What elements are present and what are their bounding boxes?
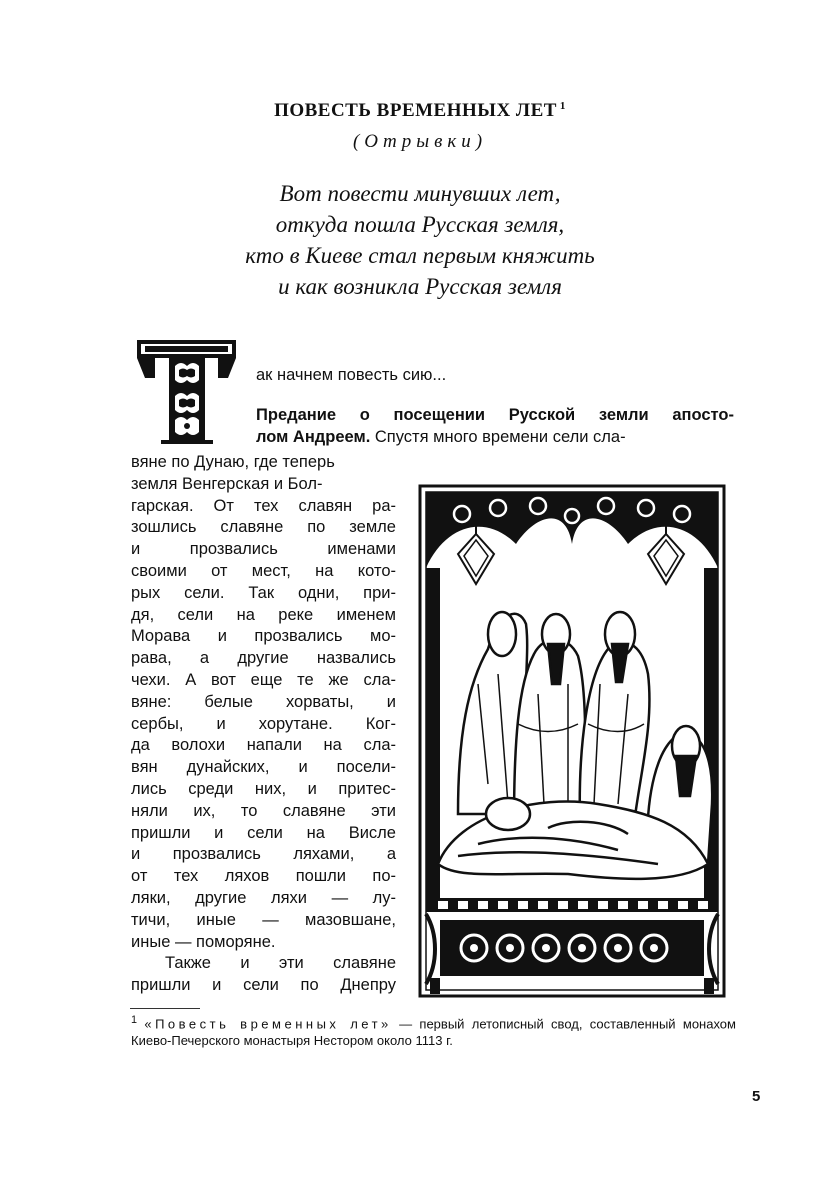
ornamental-dropcap-t bbox=[135, 338, 238, 444]
text-line: вян дунайских, и посели- bbox=[131, 758, 396, 777]
text-line: земля Венгерская и Бол- bbox=[131, 474, 323, 493]
text-line: пришли и сели по Днепру bbox=[131, 976, 396, 995]
apostle-illustration bbox=[418, 484, 726, 998]
text-line: пришли и сели на Висле bbox=[131, 823, 396, 842]
legend-heading: Предание о посещении Русской земли апосто- bbox=[256, 406, 734, 424]
text-line: ляки, другие ляхи — лу- bbox=[131, 888, 396, 907]
text-line: зошлись славяне по земле bbox=[131, 518, 396, 537]
legend-heading-end: лом Андреем. bbox=[256, 428, 371, 446]
text-line: гарская. От тех славян ра- bbox=[131, 496, 396, 515]
footnote-marker: 1 bbox=[131, 1014, 138, 1026]
opening-line: ак начнем повесть сию... bbox=[256, 366, 447, 384]
text-line: сербы, и хорутане. Ког- bbox=[131, 714, 396, 733]
text-line: своими от мест, на кото- bbox=[131, 561, 396, 580]
text-line: тичи, иные — мазовшане, bbox=[131, 910, 396, 929]
legend-heading-line bbox=[256, 406, 734, 425]
text-line: и прозвались ляхами, а bbox=[131, 845, 396, 864]
page-subtitle: (Отрывки) bbox=[352, 131, 488, 152]
epigraph-line: Вот повести минувших лет, bbox=[279, 181, 561, 206]
legend-text: Спустя много времени сели сла- bbox=[370, 428, 626, 446]
footnote-rule bbox=[130, 1008, 200, 1009]
text-line: Также и эти славяне bbox=[165, 954, 396, 973]
title-text: ПОВЕСТЬ ВРЕМЕННЫХ ЛЕТ bbox=[274, 100, 557, 121]
epigraph bbox=[0, 178, 840, 302]
title-footnote-marker: 1 bbox=[559, 100, 566, 112]
epigraph-line: откуда пошла Русская земля, bbox=[275, 212, 565, 237]
page-number: 5 bbox=[752, 1088, 761, 1105]
footnote-title: «Повесть временных лет» bbox=[144, 1016, 392, 1032]
text-column bbox=[131, 452, 396, 997]
page-title bbox=[0, 100, 840, 122]
epigraph-line: и как возникла Русская земля bbox=[278, 274, 562, 299]
footnote bbox=[131, 1012, 736, 1049]
text-line: рых сели. Так одни, при- bbox=[131, 583, 396, 602]
epigraph-line: кто в Киеве стал первым княжить bbox=[245, 243, 595, 268]
text-line: вяне по Дунаю, где теперь bbox=[131, 453, 335, 471]
text-line: и прозвались именами bbox=[131, 540, 396, 559]
text-line: лись среди них, и притес- bbox=[131, 779, 396, 798]
text-line: рава, а другие назвались bbox=[131, 649, 396, 668]
text-line: да волохи напали на сла- bbox=[131, 736, 396, 755]
text-line: вяне: белые хорваты, и bbox=[131, 692, 396, 711]
legend-line-2 bbox=[256, 428, 626, 447]
text-line: от тех ляхов пошли по- bbox=[131, 867, 396, 886]
footnote-text: — первый летописный свод, составленный монахом Киево-Печерского монастыря Нестором около 1113 г. bbox=[131, 1016, 736, 1049]
text-line: чехи. А вот еще те же сла- bbox=[131, 670, 396, 689]
text-line: Морава и прозвались мо- bbox=[131, 627, 396, 646]
text-line: дя, сели на реке именем bbox=[131, 605, 396, 624]
text-line: иные — поморяне. bbox=[131, 932, 276, 951]
text-line: няли их, то славяне эти bbox=[131, 801, 396, 820]
